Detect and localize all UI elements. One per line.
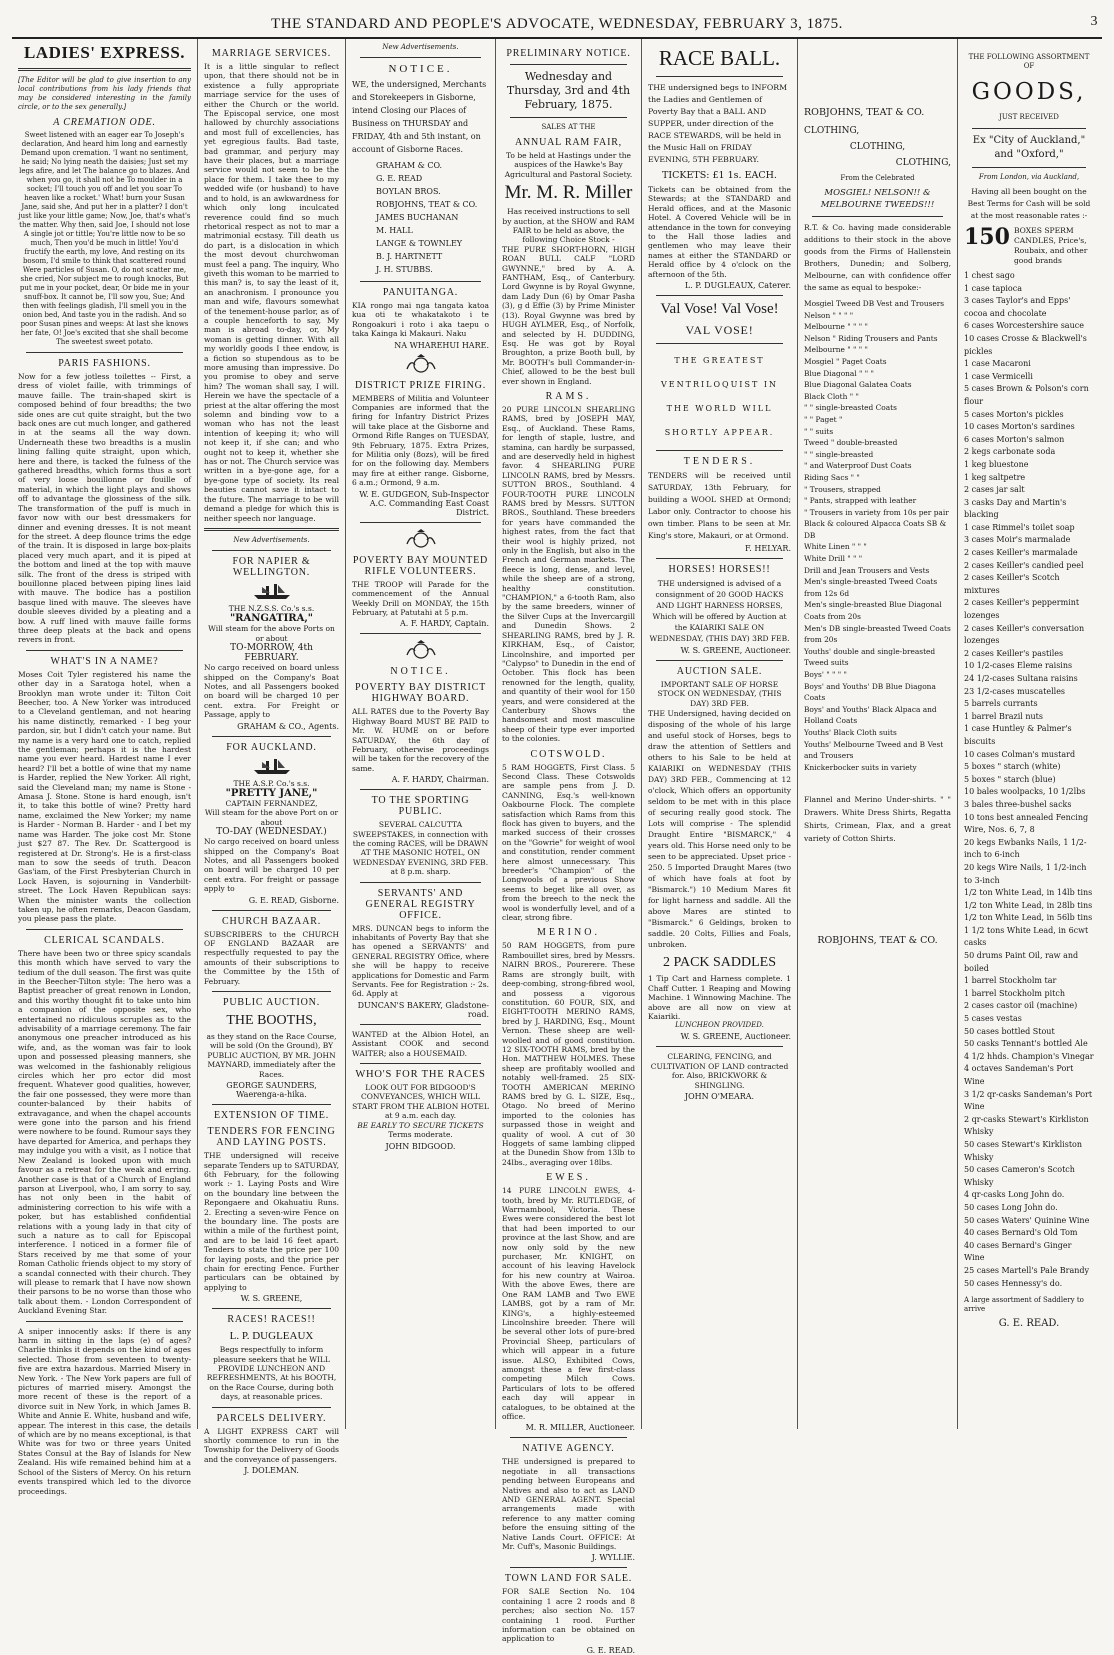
list-item: " " Paget " xyxy=(804,414,843,424)
list-item: Youths' double and single-breasted Tweed suits xyxy=(804,646,936,668)
divider xyxy=(360,281,481,282)
napier-date: TO-MORROW, 4th FEBRUARY. xyxy=(230,643,313,664)
auckland-line2: Will steam for the above Port on or about xyxy=(204,808,339,827)
tenders-fencing-text: THE undersigned will receive separate Tenders up to SATURDAY, 6th February, for the following work :- 1. Laying Posts and Wire on the boundary line between the Repongaere and Okahuatiu Runs. 2. Erecting a seven-wire Fence on the boundary line. The posts are within a mile of the furthest point, and are to be laid 16 feet apart. Tenders to state the price per 100 for laying posts, and the price per chain for erecting Fence. Further particulars can be obtained by applying to xyxy=(204,1151,339,1292)
column-goods xyxy=(958,39,1100,1429)
divider xyxy=(656,1046,783,1047)
sporting-title: TO THE SPORTING PUBLIC. xyxy=(371,795,470,818)
list-item: Tweed " double-breasted xyxy=(804,438,898,448)
signer: J. H. STUBBS. xyxy=(376,265,433,274)
list-item: Knickerbocker suits in variety xyxy=(804,762,917,772)
list-item: 2 cases Keiller's conversation lozenges xyxy=(964,623,1085,646)
list-item: Nelson " " " " xyxy=(804,310,854,320)
list-item: " " single-breasted Coats xyxy=(804,403,897,413)
tenders-text: TENDERS will be received until SATURDAY, 13th February, for building a WOOL SHED at Ormond; Labor only. Contractor to choose his own timber. Plans to be seen at Mr. King's store, Makauri, or at Ormond. xyxy=(648,471,791,541)
list-item: Men's single-breasted Tweed Coats from 12s 6d xyxy=(804,577,938,598)
auckland-line1: THE A.S.P. Co.'s s.s. xyxy=(233,778,310,788)
list-item: 24 1/2-cases Sultana raisins xyxy=(964,674,1078,683)
list-item: Youths' Black Cloth suits xyxy=(804,727,897,737)
list-item: Black Cloth " " xyxy=(804,391,859,401)
parcels-signature: J. DOLEMAN. xyxy=(244,1466,299,1476)
firm-name-bottom: ROBJOHNS, TEAT & CO. xyxy=(817,935,938,947)
native-agency-title: NATIVE AGENCY. xyxy=(522,1443,615,1455)
list-item: Youths' Melbourne Tweed and B Vest and Trousers xyxy=(804,739,944,761)
list-item: 1 keg saltpetre xyxy=(964,472,1026,482)
registry-signature: DUNCAN'S BAKERY, Gladstone-road. xyxy=(357,1000,489,1019)
tenders-fencing-title: TENDERS FOR FENCING AND LAYING POSTS. xyxy=(207,1126,336,1149)
list-item: 25 cases Martell's Pale Brandy xyxy=(964,1265,1090,1275)
divider xyxy=(212,991,331,992)
goods-heading: GOODS, xyxy=(971,79,1087,105)
clearing-text: CLEARING, FENCING, and CULTIVATION OF LAND contracted for. Also, BRICKWORK & SHINGLING. xyxy=(650,1052,789,1090)
pack-saddles: 2 PACK SADDLES xyxy=(662,955,777,971)
race-ball-body: Tickets can be obtained from the Stewards; at the STANDARD and Herald offices, and at the Masonic Hotel. A Covered Vehicle will be in attendance in the town for conveying to the Hall those ladies and gentlemen who may leave their names at either the STANDARD or Herald office by 4 o'clock on the afternoon of the 5th. xyxy=(648,185,791,279)
divider xyxy=(212,550,331,551)
list-item: Boys' " " " " xyxy=(804,670,847,679)
tickets-price: TICKETS: £1 1s. EACH. xyxy=(662,170,777,181)
list-item: 20 kegs Ewbanks Nails, 1 1/2-inch to 6-inch xyxy=(964,837,1087,860)
editor-note: [The Editor will be glad to give insertion to any local contributions from his lady friends that may be considered interesting in the family circle, or to the sex generally.] xyxy=(18,76,191,111)
divider xyxy=(212,1407,331,1408)
list-item: " Trousers in variety from 10s per pair xyxy=(804,507,949,517)
prize-firing-signature: W. E. GUDGEON, Sub-Inspector A.C. Commanding East Coast District. xyxy=(359,489,489,517)
list-item: 3 bales three-bushel sacks xyxy=(964,799,1072,809)
native-agency-text: THE undersigned is prepared to negotiate in all transactions pending between Europeans and Natives and also to act as LAND AND GENERAL AGENT. Special arrangements made with reference to any matter coming before the ensuing sitting of the Native Lands Court. OFFICE: At Mr. Cuff's, Masonic Buildings. xyxy=(502,1457,635,1552)
divider xyxy=(360,1063,481,1064)
list-item: 50 cases Waters' Quinine Wine xyxy=(964,1215,1090,1225)
list-item: 5 cases Morton's pickles xyxy=(964,409,1064,419)
divider xyxy=(360,633,481,634)
auckland-date: TO-DAY (WEDNESDAY.) xyxy=(216,827,327,838)
clearing-signature: JOHN O'MEARA. xyxy=(684,1091,755,1101)
list-item: 1 keg bluestone xyxy=(964,459,1029,469)
clothing-2: CLOTHING, xyxy=(849,142,906,152)
merino-title: MERINO. xyxy=(537,927,600,939)
race-ball-title: RACE BALL. xyxy=(658,46,781,70)
list-item: 1 case Huntley & Palmer's biscuits xyxy=(964,724,1072,746)
ewes-title: EWES. xyxy=(546,1172,591,1184)
luncheon-provided: LUNCHEON PROVIDED. xyxy=(675,1021,764,1030)
divider xyxy=(26,1321,183,1322)
column-race-ball xyxy=(642,39,798,1429)
list-item: Melbourne " " " " xyxy=(804,322,868,332)
list-item: 1 1/2 tons White Lead, in 6cwt casks xyxy=(964,925,1089,948)
royal-crest-icon xyxy=(403,353,439,375)
list-item: 2 cases jar salt xyxy=(964,485,1025,495)
rams-title: RAMS. xyxy=(545,390,592,402)
list-item: 2 cases Keiller's peppermint lozenges xyxy=(964,598,1080,621)
signer: M. HALL xyxy=(376,226,413,235)
from-london: From London, via Auckland, xyxy=(978,173,1080,181)
divider xyxy=(656,76,783,77)
list-item: 6 cases Morton's salmon xyxy=(964,434,1065,444)
dugleaux-heading: L. P. DUGLEAUX xyxy=(229,1330,314,1343)
list-item: Boys' and Youths' DB Blue Diagona Coats xyxy=(804,681,936,703)
merino-text: 50 RAM HOGGETS, from pure Rambouillet sires, bred by Messrs. NAIRN BROS., Pourerere. These Rams are strongly built, with deep-combing, strong-fibred wool, and possess a vigorous constitution. 60 FOUR, SIX, and EIGHT-TOOTH MERINO RAMS, bred by J. HARDING, Esq., Mount Vernon. These sheep are well-woolled and of good constitution. 12 SIX-TOOTH RAMS, bred by the Hon. MATTHEW HOLMES. These sheep are profitably woolled and notably well-framed. 25 SIX-TOOTH AMERICAN MERINO RAMS bred by G. L. SIZE, Esq., Otago. No breed of Merino imported to the colonies has surpassed those in weight and quality of wool. A cut of 30 Hoggets of same lambing clipped at the Dunedin Show from 13lb to 24lbs., averaging over 18lbs. xyxy=(502,941,635,1167)
divider xyxy=(656,450,783,451)
tenders-fencing-signature: W. S. GREENE, xyxy=(240,1294,303,1304)
divider xyxy=(212,1308,331,1309)
candles-count: 150 xyxy=(964,224,1010,250)
signer: G. E. READ xyxy=(376,174,423,183)
notice-signers xyxy=(376,159,489,276)
list-item: 1/2 ton White Lead, in 28lb tins xyxy=(964,900,1093,910)
divider xyxy=(26,650,183,651)
list-item: 1 barrel Stockholm tar xyxy=(964,976,1057,986)
divider xyxy=(812,216,943,217)
extension-title: EXTENSION OF TIME. xyxy=(213,1110,330,1122)
list-item: 1/2 ton White Lead, in 14lb tins xyxy=(964,888,1093,898)
divider xyxy=(656,660,783,661)
list-item: Blue Diagonal " " " xyxy=(804,368,874,378)
steamship-icon xyxy=(252,756,292,776)
auckland-ship: "PRETTY JANE," xyxy=(225,787,318,799)
having-text: Having all been bought on the Best Terms for Cash will be sold at the most reasonable rates :- xyxy=(967,187,1091,220)
public-auction-title: PUBLIC AUCTION. xyxy=(222,997,320,1009)
divider xyxy=(972,128,1086,129)
column-notices xyxy=(346,39,496,1429)
races-signature: JOHN BIDGOOD. xyxy=(385,1141,456,1151)
new-advertisements-label: New Advertisements. xyxy=(233,535,310,544)
list-item: " " single-breasted xyxy=(804,449,874,459)
horses-text: THE undersigned is advised of a consignment of 20 GOOD HACKS AND LIGHT HARNESS HORSES, Which will be offered by Auction at the KAIARIKI SALE ON WEDNESDAY, (THIS DAY) 3RD FEB. xyxy=(649,579,790,644)
list-item: 2 cases Keiller's candied peel xyxy=(964,560,1084,570)
fashions-text: Now for a few jotless toilettes -- First, a dress of violet faille, with trimmings of mauve faille. The train-shaped skirt is composed behind of four breadths; the two side ones are cut quite straight, but the two back ones are cut much longer, and gathered in at the seams all the way down. Underneath these two breadths is a muslin lining falling quite straight, upon which, here and there, is tacked the fulness of the gathered breadths, which forms thus a sort of very loose bouillonne or fouille of material, in which the light plays and shows off to advantage the glossiness of the silk. The transformation of the puff is much in favor now with our best dressmakers for dinner and evening dresses. It is not meant for the street. A deep flounce trims the edge of the train. It is disposed in large box-plaits placed very much apart, and it is piped at the bottom and lined at the top with mauve silk. The front of the dress is striped with bouillonne placed between piping lines laid with mauve. The bodice has a postilion basque lined with mauve. The sleeves have double sleeves divided by a pleating and a bow. A ruff lined with mauve faille forms three deep pleats at the back and opens revers in front. xyxy=(18,372,191,645)
list-item: 1 case Rimmel's toilet soap xyxy=(964,522,1075,532)
registry-text: MRS. DUNCAN begs to inform the inhabitants of Poverty Bay that she has opened a SERVANTS' and GENERAL REGISTRY Office, where she will be happy to receive applications for Domestic and Farm Servants. Fee for Registration :- 2s. 6d. Apply at xyxy=(352,923,489,999)
list-item: 10 tons best annealed Fencing Wire, Nos. 6, 7, 8 xyxy=(964,812,1089,835)
list-item: 2 cases Keiller's marmalade xyxy=(964,548,1078,558)
just-received: JUST RECEIVED xyxy=(999,113,1059,121)
rifle-volunteers-title: POVERTY BAY MOUNTED RIFLE VOLUNTEERS. xyxy=(352,554,489,577)
auction-sale-signature: W. S. GREENE, Auctioneer. xyxy=(680,1032,791,1042)
list-item: Riding Sacs " " xyxy=(804,472,860,482)
new-advertisements-label: New Advertisements. xyxy=(382,43,459,51)
following-assortment: THE FOLLOWING ASSORTMENT OF xyxy=(968,53,1090,70)
goods-signature: G. E. READ. xyxy=(998,1318,1060,1330)
registry-title: SERVANTS' AND GENERAL REGISTRY OFFICE. xyxy=(365,887,476,921)
notice-text: WE, the undersigned, Merchants and Storekeepers in Gisborne, intend Closing our Places of Business on THURSDAY and FRIDAY, 4th and 5th instant, on account of Gisborne Races. xyxy=(352,80,487,154)
columns xyxy=(12,39,1102,1655)
auckland-title: FOR AUCKLAND. xyxy=(226,741,317,753)
sale-dates: Wednesday and Thursday, 3rd and 4th February, 1875. xyxy=(506,70,631,111)
list-item: 50 cases Long John do. xyxy=(964,1202,1058,1212)
scandals-title: CLERICAL SCANDALS. xyxy=(44,934,165,946)
divider xyxy=(212,1104,331,1105)
list-item: 2 cases Keiller's Scotch mixtures xyxy=(964,573,1060,595)
masthead xyxy=(12,10,1102,39)
miller-body: Has received instructions to sell by auction, at the SHOW and RAM FAIR to be held as above, the following Choice Stock - xyxy=(502,207,635,245)
rams-text: 20 PURE LINCOLN SHEARLING RAMS, bred by JOSEPH MAY, Esq., of Auckland. These Rams, for length of staple, lustre, and stamina, can hardly be surpassed, and are deservedly held in highest favor. 4 SHEARLING PURE LINCOLN RAMS, bred by Messrs. SUTTON BROS., Southland. 4 FOUR-TOOTH PURE LINCOLN RAMS bred by Messrs. SUTTON BROS., Southland. These breeders for years have commanded the highest rates, from the fact that their wool is highly prized, not only in the English, but also in the French and German markets. The fleece is long, dense, and level, while the sheep are of a strong, healthy constitution. "CHAMPION," a 6-tooth Ram, also by the same breeders, winner of the Silver Cups at the Invercargill and Dunedin Shows. 2 SHEARLING RAMS, bred by J. R. KIRKHAM, Esq., of Caistor, Lincolnshire, and imported per "Calypso" to Dunedin in the end of October. This flock has been renowned for the length, quality, and quantity of their wool for 150 years, and were considered at the Canterbury Shows the handsomest and most masculine sheep of their type ever imported to the colonies. xyxy=(502,404,635,744)
races-terms: Terms moderate. xyxy=(388,1130,453,1140)
napier-line1: THE N.Z.S.S. Co.'s s.s. xyxy=(228,603,315,613)
auckland-body: No cargo received on board unless shipped on the Company's Boat Notes, and all Passengers booked on board will be charged 10 per cent extra. For freight or passage apply to xyxy=(204,837,339,894)
divider xyxy=(360,789,481,790)
list-item: Men's DB single-breasted Tweed Coats from 20s xyxy=(804,623,951,645)
horses-signature: W. S. GREENE, Auctioneer. xyxy=(680,646,791,656)
list-item: 10 bales woolpacks, 10 1/2lbs xyxy=(964,787,1086,797)
napier-body: No cargo received on board unless shipped on the Company's Boat Notes, and all Passengers booked on board will be charged 10 per cent. extra. For Freight or Passage, apply to xyxy=(204,663,339,720)
list-item: Men's single-breasted Blue Diagonal Coats from 20s xyxy=(804,600,942,622)
column-ram-fair xyxy=(496,39,642,1655)
scandals-text: There have been two or three spicy scandals this month which have served to vary the tedium of the dull season. The first was quite in the Beecher-Tilton style: The hero was a Baptist preacher of great renown in London, and this worthy thought fit to take unto him a companion of the opposite sex, who entertained no ridiculous scruples as to the advisability of a marriage ceremony. The fair anonymous one preacher introduced as his wife, and, as the woman was fair to look upon and possessed pleasing manners, she was welcomed in the fashionably religious circles which her pro ector did most frequent. Whatever good qualities, however, the fair one possessed, they were more than counter-balanced by their habits of extravagance, and when the chapel accounts were gone into the parson and his friend were nowhere to be found. Rumour says they have departed for America, and perhaps they may indulge you with a visit, as I notice that New Zealand is looked upon with much favour as a retreat for the weak and erring. Another case is that of a Church of England parson at Liverpool, who, I am sorry to say, has not only been in the habit of administering correction to his wife with a poker, but has established confidential relations with a young lady in that city of such a nature as to call for Episcopal interference. I noticed in a former file of Stars received by me that some of your Roman Catholic friends object to my story of a scandal connected with their church. They will please to remark that I have now shown their parsons to be no worse than those who talk about them. - London Correspondent of Auckland Evening Star. xyxy=(18,948,191,1316)
napier-line2: Will steam for the above Ports on or about xyxy=(208,624,335,643)
napier-ship: "RANGATIRA," xyxy=(229,613,314,625)
list-item: Blue Diagonal Galatea Coats xyxy=(804,380,912,390)
list-item: 3 1/2 qr-casks Sandeman's Port Wine xyxy=(964,1089,1093,1112)
miller-heading: Mr. M. R. Miller xyxy=(504,182,633,204)
signer: BOYLAN BROS. xyxy=(376,187,441,196)
list-item: Boys' and Youths' Black Alpaca and Holland Coats xyxy=(804,704,937,726)
booths-heading: THE BOOTHS, xyxy=(226,1013,317,1029)
divider xyxy=(26,352,183,353)
divider xyxy=(360,882,481,883)
signer: B. J. HARTNETT xyxy=(376,252,443,261)
marriage-title: MARRIAGE SERVICES. xyxy=(211,48,332,59)
list-item: 2 cases castor oil (machine) xyxy=(964,1001,1078,1011)
auction-sale-head: IMPORTANT SALE OF HORSE STOCK ON WEDNESDAY, (THIS DAY) 3RD FEB. xyxy=(657,680,782,708)
royal-crest-icon xyxy=(403,528,439,550)
ex-ships: Ex "City of Auckland," and "Oxford," xyxy=(972,135,1086,160)
rifle-volunteers-signature: A. F. HARDY, Captain. xyxy=(399,619,489,629)
list-item: 20 kegs Wire Nails, 1 1/2-inch to 3-inch xyxy=(964,862,1087,885)
celebrated: From the Celebrated xyxy=(840,174,915,182)
list-item: White Linen " " " xyxy=(804,542,867,552)
parcels-text: A LIGHT EXPRESS CART will shortly commence to run in the Township for the Delivery of Goods and the conveyance of passengers. xyxy=(204,1426,339,1464)
list-item: 4 octaves Sandeman's Port Wine xyxy=(964,1064,1074,1086)
divider xyxy=(656,343,783,344)
native-agency-signature: J. WYLLIE. xyxy=(591,1553,635,1563)
list-item: " and Waterproof Dust Coats xyxy=(804,461,912,471)
highway-board-title: POVERTY BAY DISTRICT HIGHWAY BOARD. xyxy=(355,682,486,705)
bazaar-text: SUBSCRIBERS to the CHURCH OF ENGLAND BAZAAR are respectfully requested to pay the amounts of their subscriptions to the Committee by the 15th of February. xyxy=(204,929,339,986)
highway-board-signature: A. F. HARDY, Chairman. xyxy=(391,775,489,785)
signer: JAMES BUCHANAN xyxy=(376,213,459,222)
napier-signature: GRAHAM & CO., Agents. xyxy=(237,721,339,731)
race-ball-signature: L. P. DUGLEAUX, Caterer. xyxy=(684,281,791,291)
list-item: 1 barrel Stockholm pitch xyxy=(964,988,1066,998)
name-title: WHAT'S IN A NAME? xyxy=(50,655,159,667)
parcels-title: PARCELS DELIVERY. xyxy=(216,1412,327,1424)
notice2-title: NOTICE. xyxy=(390,666,451,678)
list-item: White Drill " " " xyxy=(804,554,863,564)
misc-text: A sniper innocently asks: If there is any harm in sitting in the laps (e) of ages? Charlie thinks it depends on the kind of ages selected. Those from seventeen to twenty-five are extra hazardous. Married Misery in New York. - The New York papers are full of pictures of married misery. Amongst the more recent of these is the report of a divorce suit in New York, in which James B. White and Annie E. White, husband and wife, appear. The interest in this case, the details of which are by no means exceptional, is that White was for two or three years United States Consul at the Bay of Islands for New Zealand. His wife remained behind him at a School of the Sisters of Mercy. On his return events transpired which led to the divorce proceedings. xyxy=(18,1326,191,1496)
list-item: 5 cases vestas xyxy=(964,1014,1022,1024)
divider xyxy=(212,736,331,737)
list-item: 2 kegs carbonate soda xyxy=(964,447,1056,457)
list-item: 1 barrel Brazil nuts xyxy=(964,711,1043,721)
list-item: 5 boxes " starch (white) xyxy=(964,762,1061,772)
list-item: Drill and Jean Trousers and Vests xyxy=(804,565,930,575)
divider xyxy=(510,1567,627,1568)
divider xyxy=(656,558,783,559)
ode-title: A CREMATION ODE. xyxy=(53,117,156,128)
fashions-title: PARIS FASHIONS. xyxy=(58,358,151,369)
ode-text: Sweet listened with an eager ear To Joseph's declaration, And heard him long and earnestly Demand upon cremation. 'I want no sentiment, he said; No lying neath the daisies; Just set my legs afire, and let The balance go to blazes. And when you go, it shall not be To moulder in a socket; I'll touch you off and let you soar To heaven like a rocket.' What! burn your Susan Jane, said she, And put her in a platter? I don't just like your little game; Now, Joe, that's what's the matter. Why then, said Joe, I should not lose A single jot or tittle; You're little now to be so much, Then you'd be much in little! You'd fructify the earth, my love, And resting on its bosom, I'd smile to think that scattered round Were particles of Susan. O, do not scatter me, she cried, Nor subject me to rough knocks, But put me in your pocket, dear, Or bide me in your snuff-box. It cannot be, I'll sow you, Sue; And then with feelings gladish, I'll smell you in the onion bed, And taste you in the radish. And so poor Susan pines and weeps: At last she knows her fate, O! Joe's excited that she shall become The sweetest sweet potato. xyxy=(18,131,191,346)
column-marriage xyxy=(198,39,346,1476)
divider xyxy=(510,64,627,65)
prize-firing-title: DISTRICT PRIZE FIRING. xyxy=(354,379,487,391)
clothing-3: CLOTHING, xyxy=(895,158,951,168)
list-item: 6 cases Worcestershire sauce xyxy=(964,321,1084,331)
town-land-text: FOR SALE Section No. 104 containing 1 acre 2 roods and 8 perches; also section No. 157 containing 1 rood. Further information can be obtained on application to xyxy=(502,1587,635,1644)
goods-list xyxy=(964,270,1094,1290)
races-conveyances-text: LOOK OUT FOR BIDGOOD'S CONVEYANCES, WHICH WILL START FROM THE ALBION HOTEL at 9 a.m. each day. xyxy=(352,1083,489,1121)
list-item: Mosgiel " Paget Coats xyxy=(804,356,887,366)
list-item: 40 cases Bernard's Ginger Wine xyxy=(964,1240,1072,1263)
list-item: 5 cases Brown & Polson's corn flour xyxy=(964,384,1089,406)
mosgiel-heading: MOSGIEL! NELSON!! & MELBOURNE TWEEDS!!! xyxy=(820,188,935,210)
pack-list: 1 Tip Cart and Harness complete. 1 Chaff Cutter. 1 Reaping and Mowing Machine. 1 Winnowing Machine. The above are all now on view at Kaiariki. xyxy=(648,974,791,1021)
notice-title: NOTICE. xyxy=(388,63,453,75)
town-land-title: TOWN LAND FOR SALE. xyxy=(504,1573,633,1585)
royal-crest-icon xyxy=(403,639,439,661)
saddlery-note: A large assortment of Saddlery to arrive xyxy=(964,1296,1084,1314)
column-clothing xyxy=(798,39,958,1429)
divider xyxy=(212,910,331,911)
auction-sale-text: THE Undersigned, having decided on disposing of the whole of his large and useful stock of Horses, begs to draw the attention of Settlers and others to his Sale to be held at KAIARIKI on WEDNESDAY (THIS DAY) 3RD FEB., Commencing at 12 o'clock, Which offers an opportunity seldom to be met with in this place of securing really good stock. The Lots will comprise - The splendid Draught Entire "BISMARCK," 4 years old. This Horse need only to be seen to be appreciated. Upset price - 250. 5 Imported Draught Mares (two of which have foals at foot by "Bismarck.") 10 Medium Mares fit for light harness and saddle. All the above Mares are stinted to "Bismarck." 6 Geldings, broken to saddle. 20 Colts, Fillies and Foals, unbroken. xyxy=(648,709,791,950)
bazaar-title: CHURCH BAZAAR. xyxy=(222,915,321,927)
wanted-text: WANTED at the Albion Hotel, an Assistant COOK and second WAITER; also a HOUSEMAID. xyxy=(352,1029,489,1058)
dugleaux-text: Begs respectfully to inform pleasure seekers that he WILL PROVIDE LUNCHEON AND REFRESHMENTS, At his BOOTH, on the Race Course, during both days, at reasonable prices. xyxy=(206,1345,337,1402)
name-text: Moses Coit Tyler registered his name the other day in a Saratoga hotel, when a Brooklyn man wrote under it: Tilton Coit Beecher, too. A New Yorker was introduced to a Cleveland gentleman, and not hearing his name distinctly, remarked - I beg your pardon, sir, but I didn't catch your name. But my name is a very hard one to catch, replied the gentleman; perhaps it is the hardest name you ever heard. Hardest name I ever heard? I'll bet a bottle of wine that my name is Harder, replied the New Yorker. All right, said the Cleveland man; my name is Stone - Amasa J. Stone. Stone is hard enough, isn't it, to take this bottle of wine? Pretty hard name, exclaimed the New Yorker; my name is Harder - Norman B. Harder - and I bet my name was Harder. The joke cost Mr. Stone just $27 87. The Rev. Dr. Scattergood is registered at Dr. Strong's. He is a first-class man to sow the seeds of truth. Deacon Gas'iam, of the First Presbyterian Church in Lock Haven, is sojourning in Vanderbilt-street. The Lock Haven Republican says: When the minister wants the collection taken up, he often remarks, Deacon Gasdam, you please pass the plate. xyxy=(18,669,191,924)
list-item: 5 barrels currants xyxy=(964,699,1038,709)
shirts-text: Flannel and Merino Under-shirts. " " Drawers. White Dress Shirts, Regatta Shirts, Crimean, Flax, and a great variety of Cotton Shirts. xyxy=(804,795,951,844)
list-item: 2 cases Keiller's pastiles xyxy=(964,648,1064,658)
list-item: 3 cases Moir's marmalade xyxy=(964,535,1071,545)
masthead-title: THE STANDARD AND PEOPLE'S ADVOCATE, WEDNESDAY, FEBRUARY 3, 1875. xyxy=(271,16,843,32)
signer: GRAHAM & CO. xyxy=(376,161,443,170)
panuitanga-title: PANUITANGA. xyxy=(382,287,459,298)
list-item: 23 1/2-cases muscatelles xyxy=(964,686,1066,696)
divider xyxy=(360,57,481,58)
sales-at: SALES AT THE xyxy=(541,123,596,131)
booths-signature: GEORGE SAUNDERS, Waerenga-a-hika. xyxy=(226,1081,317,1100)
list-item: 40 cases Bernard's Old Tom xyxy=(964,1228,1078,1238)
divider xyxy=(360,1024,481,1025)
list-item: 1 chest sago xyxy=(964,271,1015,280)
cotswold-title: COTSWOLD. xyxy=(530,748,607,760)
divider xyxy=(18,68,191,71)
val-vose-subheading: VAL VOSE! xyxy=(685,323,754,338)
divider xyxy=(360,522,481,523)
list-item: 3 cases Taylor's and Epps' cocoa and chocolate xyxy=(964,296,1071,318)
list-item: 1/2 ton White Lead, in 56lb tins xyxy=(964,913,1093,923)
list-item: 4 1/2 hhds. Champion's Vinegar xyxy=(964,1051,1094,1061)
tenders-signature: F. HELYAR. xyxy=(744,544,791,554)
list-item: Melbourne " " " " xyxy=(804,345,868,355)
auckland-signature: G. E. READ, Gisborne. xyxy=(248,895,339,905)
list-item: " " suits xyxy=(804,426,834,436)
candles-text: BOXES SPERM CANDLES, Price's, Roubaix, and other good brands xyxy=(1013,226,1088,265)
panuitanga-signature: NA WHAREHUI HARE. xyxy=(394,340,489,350)
page-number: 3 xyxy=(1090,14,1098,29)
races-early: BE EARLY TO SECURE TICKETS xyxy=(357,1120,484,1130)
ventriloquist-text: THE GREATEST VENTRILOQUIST IN THE WORLD WILL SHORTLY APPEAR. xyxy=(661,356,778,438)
ladies-express-heading: LADIES' EXPRESS. xyxy=(23,43,186,62)
ewes-signature: M. R. MILLER, Auctioneer. xyxy=(525,1423,635,1433)
list-item: 3 casks Day and Martin's blacking xyxy=(964,497,1067,520)
column-ladies-express xyxy=(12,39,198,1496)
list-item: 10 cases Colman's mustard xyxy=(964,749,1076,759)
bull-text: THE PURE SHORT-HORN, HIGH ROAN BULL CALF "LORD GWYNNE," bred by A. A. FANTHAM, Esq., of Canterbury. Lord Gwynne is by Royal Gwynne, dam Lady Dun (6) by Omar Pasha (3), g d Effie (3) by Prime Minister (13). Royal Gwynne was bred by HUGH AYLMER, Esq., of Norfolk, and selected by H. DUDDING, Esq. He was got by Royal Broughton, a prize Booth bull, by Mr. BOOTH's bull Commander-in-Chief, allowed to be the best bull ever shown in England. xyxy=(502,244,635,386)
preliminary-notice: PRELIMINARY NOTICE. xyxy=(506,48,631,59)
list-item: 10 cases Morton's sardines xyxy=(964,422,1075,432)
horses-title: HORSES! HORSES!! xyxy=(668,564,771,576)
list-item: 50 cases Cameron's Scotch Whisky xyxy=(964,1165,1075,1187)
races-title: RACES! RACES!! xyxy=(227,1314,316,1326)
booths-body: as they stand on the Race Course, will be sold (On the Ground), BY PUBLIC AUCTION, BY MR. JOHN MAYNARD, immediately after the Races. xyxy=(206,1032,337,1079)
sporting-text: SEVERAL CALCUTTA SWEEPSTAKES, in connection with the coming RACES, will be DRAWN AT THE MASONIC HOTEL, ON WEDNESDAY EVENING, 3RD FEB. at 8 p.m. sharp. xyxy=(352,820,489,877)
list-item: 1 case Vermicelli xyxy=(964,371,1033,381)
ram-fair-title: ANNUAL RAM FAIR, xyxy=(515,137,622,148)
list-item: 1 case Macaroni xyxy=(964,359,1031,369)
signer: ROBJOHNS, TEAT & CO. xyxy=(376,200,478,209)
list-item: Nelson " Riding Trousers and Pants xyxy=(804,333,938,343)
prize-firing-text: MEMBERS of Militia and Volunteer Companies are informed that the firing for Infantry District Prizes will take place at the Gisborne and Ormond Rifle Ranges on TUESDAY, 9th February, 1875. Extra Prizes, for Militia only (8ozs), will be fired for on the following day. Members may fire at either range. Gisborne, 6 a.m.; Ormond, 9 a.m. xyxy=(352,393,489,488)
steamship-icon xyxy=(252,581,292,601)
napier-title: FOR NAPIER & WELLINGTON. xyxy=(232,555,311,578)
list-item: 50 casks Tennant's bottled Ale xyxy=(964,1039,1088,1049)
val-vose-heading: Val Vose! Val Vose! xyxy=(660,301,779,318)
list-item: Black & coloured Alpacca Coats SB & DB xyxy=(804,519,947,540)
divider xyxy=(204,528,339,531)
race-ball-text: THE undersigned begs to INFORM the Ladies and Gentlemen of Poverty Bay that a BALL AND SUPPER, under direction of the RACE STEWARDS, will be held in the Music Hall on FRIDAY EVENING, 5TH FEBRUARY. xyxy=(648,83,788,164)
candles-item xyxy=(964,226,1094,266)
list-item: 50 cases bottled Stout xyxy=(964,1026,1055,1036)
clothing-intro: R.T. & Co. having made considerable additions to their stock in the above goods from the Firms of Hallenstein Brothers, Dunedin; and Solberg, Melbourne, can with confidence offer the same as equal to bespoke:- xyxy=(804,223,951,292)
list-item: " Trousers, strapped xyxy=(804,484,881,494)
list-item: 50 cases Stewart's Kirkliston Whisky xyxy=(964,1139,1083,1162)
list-item: 50 drums Paint Oil, raw and boiled xyxy=(964,951,1079,973)
signer: LANGE & TOWNLEY xyxy=(376,239,463,248)
list-item: 4 qr-casks Long John do. xyxy=(964,1190,1065,1200)
clothing-list xyxy=(804,298,951,773)
divider xyxy=(26,929,183,930)
divider xyxy=(510,117,627,118)
list-item: 1 case tapioca xyxy=(964,283,1022,293)
list-item: 2 qr-casks Stewart's Kirkliston Whisky xyxy=(964,1114,1089,1137)
list-item: Mosgiel Tweed DB Vest and Trousers xyxy=(804,299,945,308)
auckland-captain: CAPTAIN FERNANDEZ, xyxy=(225,798,318,808)
ewes-text: 14 PURE LINCOLN EWES, 4-tooth, bred by Mr. RUTLEDGE, of Warrnambool, Victoria. These Ewes were considered the best lot that had been imported to our province at the last Show, and are now only sold by the new purchaser, Mr. KNIGHT, on account of his leaving Havelock for his new country at Wairoa. With the above Ewes, there are One RAM LAMB and Two EWE LAMBS, got by a ram of Mr. KING's, a highly-esteemed Lincolnshire breeder. There will be several other lots of pure-bred Provincial Sheep, particulars of which will appear in a future issue. ALSO, Exhibited Cows, amongst these a few first-class competing Milch Cows. Particulars of lots to be offered each day will appear in catalogues, to be obtained at the office. xyxy=(502,1186,635,1421)
divider xyxy=(656,295,783,296)
marriage-text: It is a little singular to reflect upon, that there should not be in existence a fully appropriate marriage service for the uses of either the Church or the world. The Episcopal service, one most hallowed by churchly associations and most full of excellencies, has yet egregious faults. Bad taste, bad grammar, and perjury may have their places, but a marriage service would not seem to be the place for them. I take thee to my wedded wife (or husband) to have and to hold, is an awkwardness for which only long inculcated reverence could find so much rhetorical respect as not to mar a matrimonial ecstasy. Till death us do part, is a dislocation in which the most devout churchwoman must feel a pang. The inquiry, Who giveth this woman to be married to this man? is, to say the least of it, an anachronism. I pronounce you man and wife, flavours somewhat of the tenement-house parlor, as of a couple henceforth to say, My man is abroad to-day, or, My woman is getting dinner. With all my worldly goods I thee endow, is a fiction so stupendous as to be more amusing than impressive. Do you promise to obey and serve him? The woman shall say, I will. Herein we have the spectacle of a priest at the altar offering the most solemn and binding vow to a woman who has not the least intention of keeping it; who will not keep it, if she can; and who ought not to keep it, whether she has or not. The Church service was written in a bye-gone age, for a bye-gone type of society. Its real beauties cannot save it intact to the future. The marriage to be will demand a pledge for which this is neither speech nor language. xyxy=(204,62,339,523)
highway-board-text: ALL RATES due to the Poverty Bay Highway Board MUST BE PAID to Mr. W. HUME on or before SATURDAY, the 6th day of February, otherwise proceedings will be taken for the recovery of the same. xyxy=(352,707,489,773)
ram-fair-body: To be held at Hastings under the auspices of the Hawke's Bay Agricultural and Pastoral Society. xyxy=(504,151,633,179)
races-conveyances-title: WHO'S FOR THE RACES xyxy=(355,1069,486,1081)
town-land-signature: G. E. READ. xyxy=(586,1645,635,1655)
list-item: 5 boxes " starch (blue) xyxy=(964,774,1056,784)
cotswold-text: 5 RAM HOGGETS, First Class. 5 Second Class. These Cotswolds are sample pens from J. D. CANNING, Esq.'s well-known Oakbourne Flock. The complete satisfaction which Rams from this flock has given to buyers, and the marked success of their crosses on the "Gowrie" for weight of wool and constitution, render comment here almost unnecessary. This breeder's "Champion" of the Longwools of a previous Show seems to beget like all over, as from the breech to the neck the wool is wonderfully level, and of a clear, strong fibre. xyxy=(502,762,635,923)
list-item: 50 cases Hennessy's do. xyxy=(964,1278,1063,1288)
firm-name: ROBJOHNS, TEAT & CO. xyxy=(804,107,925,118)
list-item: " Pants, strapped with leather xyxy=(804,496,917,506)
panuitanga-text: KIA rongo mai nga tangata katoa kua oti te whakatakoto i te Rongoakuri i roto i aka taepu o taka Kainga ki Makauri. Naku xyxy=(352,301,489,339)
list-item: 10 1/2-cases Eleme raisins xyxy=(964,661,1073,671)
rifle-volunteers-text: THE TROOP will Parade for the commencement of the Annual Weekly Drill on MONDAY, the 15th February, at Patutahi at 5 p.m. xyxy=(352,579,489,617)
divider xyxy=(972,167,1086,168)
divider xyxy=(510,1437,627,1438)
clothing-1: CLOTHING, xyxy=(804,126,860,136)
list-item: 10 cases Crosse & Blackwell's pickles xyxy=(964,333,1087,356)
auction-sale-title: AUCTION SALE. xyxy=(676,666,763,678)
tenders-title: TENDERS. xyxy=(683,456,756,468)
